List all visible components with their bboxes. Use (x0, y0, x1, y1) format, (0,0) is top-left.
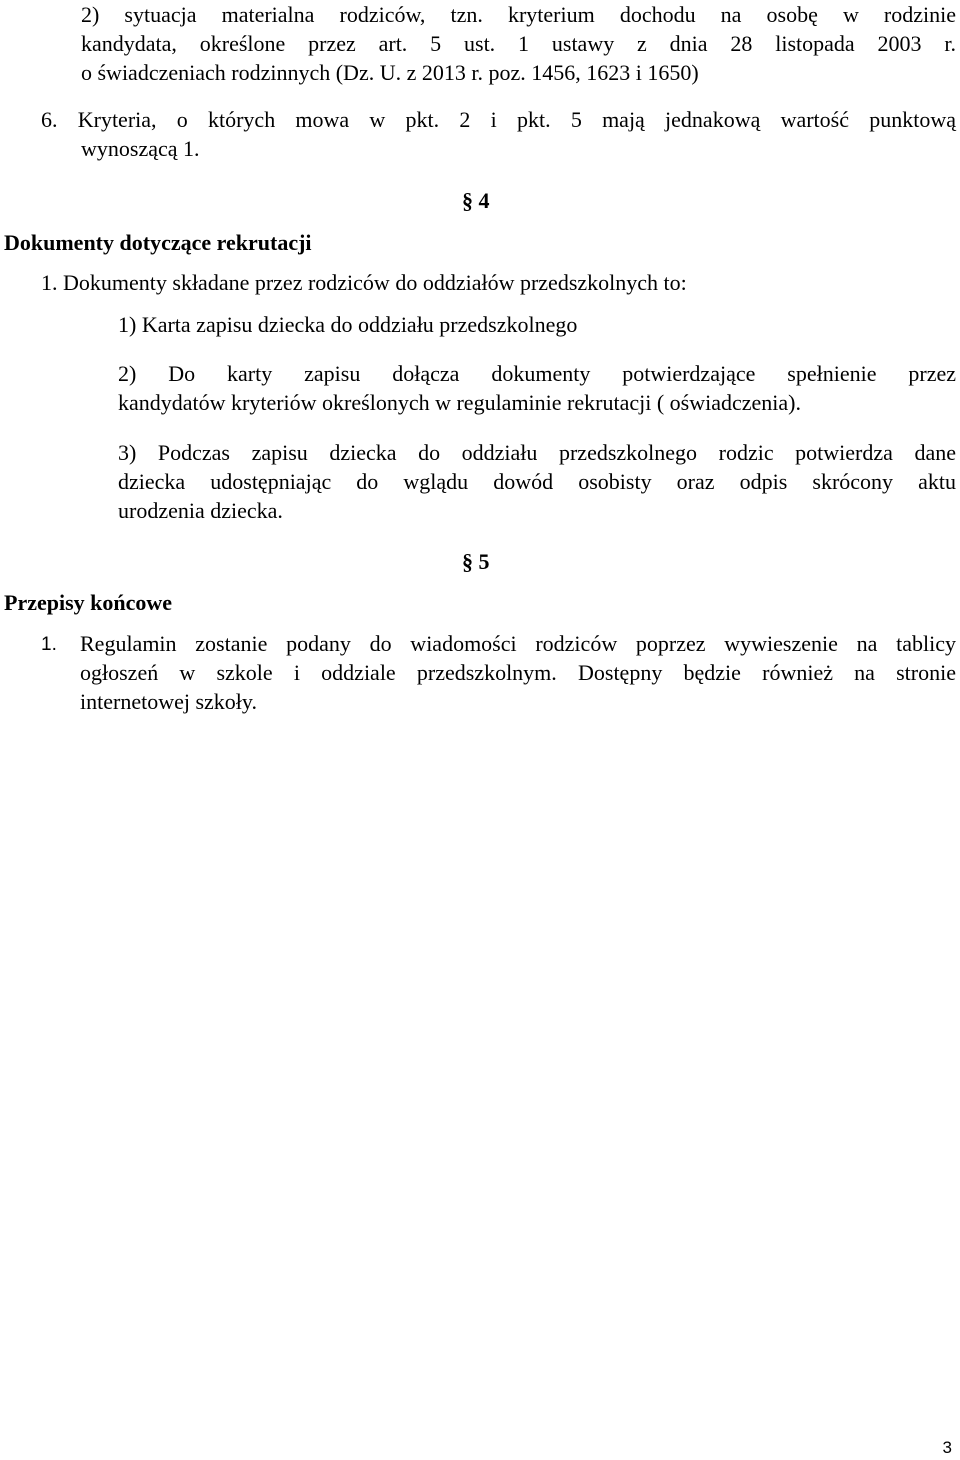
section-4-sub-1: 1) Karta zapisu dziecka do oddziału przedszkolnego (118, 312, 578, 337)
section-5-item-1-line-1: Regulamin zostanie podany do wiadomości rodziców poprzez wywieszenie na tablicy (80, 631, 956, 656)
section-4-heading: Dokumenty dotyczące rekrutacji (4, 230, 312, 255)
section-5-item-1-line-3: internetowej szkoły. (80, 689, 257, 714)
section-5-item-1-line-2: ogłoszeń w szkole i oddziale przedszkolnym. Dostępny będzie również na stronie (80, 660, 956, 685)
criterion-2-line-2: kandydata, określone przez art. 5 ust. 1 ustawy z dnia 28 listopada 2003 r. (81, 31, 956, 56)
criterion-2-line-3: o świadczeniach rodzinnych (Dz. U. z 2013 r. poz. 1456, 1623 i 1650) (81, 60, 699, 85)
section-4-item-1: 1. Dokumenty składane przez rodziców do oddziałów przedszkolnych to: (41, 270, 687, 295)
section-5-item-1-number: 1. (41, 634, 57, 655)
point-6-line-2: wynoszącą 1. (81, 136, 200, 161)
point-6-line-1: 6. Kryteria, o których mowa w pkt. 2 i pkt. 5 mają jednakową wartość punktową (41, 107, 956, 132)
section-4-symbol: § 4 (462, 188, 490, 213)
section-4-sub-2-line-1: 2) Do karty zapisu dołącza dokumenty potwierdzające spełnienie przez (118, 361, 956, 386)
section-4-sub-3-line-2: dziecka udostępniając do wglądu dowód osobisty oraz odpis skrócony aktu (118, 469, 956, 494)
section-5-heading: Przepisy końcowe (4, 590, 173, 615)
section-5-symbol: § 5 (462, 549, 490, 574)
criterion-2-line-1: 2) sytuacja materialna rodziców, tzn. kryterium dochodu na osobę w rodzinie (81, 2, 956, 27)
page-number: 3 (942, 1438, 952, 1457)
section-4-sub-2-line-2: kandydatów kryteriów określonych w regulaminie rekrutacji ( oświadczenia). (118, 390, 801, 415)
section-4-sub-3-line-1: 3) Podczas zapisu dziecka do oddziału przedszkolnego rodzic potwierdza dane (118, 440, 956, 465)
section-4-sub-3-line-3: urodzenia dziecka. (118, 498, 283, 523)
